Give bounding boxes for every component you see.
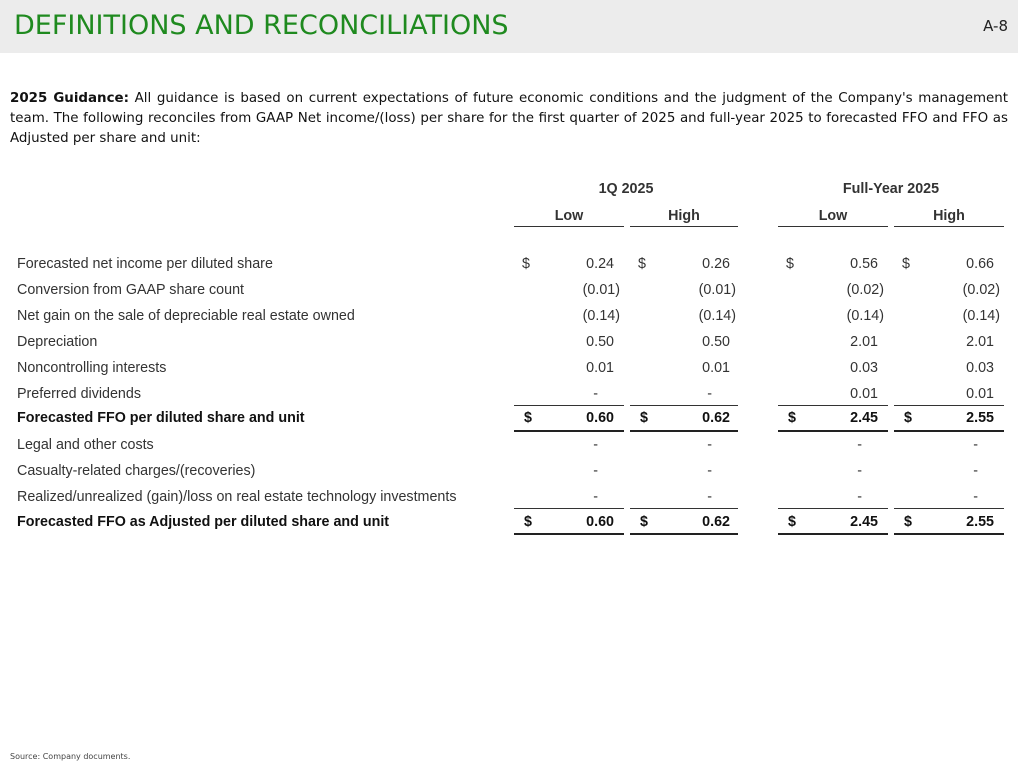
row-label: Depreciation bbox=[17, 334, 98, 350]
row-label: Forecasted net income per diluted share bbox=[17, 256, 273, 272]
subtotal-rule bbox=[514, 508, 624, 509]
value-cell: (0.14) bbox=[698, 308, 736, 324]
column-header-underline bbox=[894, 226, 1004, 227]
value-cell: - bbox=[593, 463, 598, 479]
value-cell: 2.45 bbox=[850, 514, 878, 530]
value-cell: - bbox=[973, 437, 978, 453]
dollar-sign: $ bbox=[788, 514, 796, 530]
dollar-sign: $ bbox=[524, 410, 532, 426]
total-rule bbox=[894, 533, 1004, 535]
value-cell: 0.66 bbox=[966, 256, 994, 272]
value-cell: (0.14) bbox=[962, 308, 1000, 324]
value-cell: (0.14) bbox=[582, 308, 620, 324]
value-cell: - bbox=[707, 386, 712, 402]
row-label: Noncontrolling interests bbox=[17, 360, 167, 376]
subtotal-rule bbox=[630, 405, 738, 406]
group-header-full-year-2025: Full-Year 2025 bbox=[842, 181, 940, 197]
value-cell: 2.55 bbox=[966, 410, 994, 426]
dollar-sign: $ bbox=[524, 514, 532, 530]
value-cell: 0.60 bbox=[586, 410, 614, 426]
dollar-sign: $ bbox=[788, 410, 796, 426]
guidance-lead: 2025 Guidance: bbox=[10, 91, 129, 106]
source-note: Source: Company documents. bbox=[10, 752, 131, 761]
value-cell: 2.01 bbox=[850, 334, 878, 350]
column-header-1q-high: High bbox=[668, 208, 700, 224]
column-header-fy-high: High bbox=[933, 208, 965, 224]
page-title: DEFINITIONS AND RECONCILIATIONS bbox=[14, 10, 509, 41]
value-cell: 0.01 bbox=[966, 386, 994, 402]
dollar-sign: $ bbox=[904, 514, 912, 530]
subtotal-rule bbox=[778, 508, 888, 509]
dollar-sign: $ bbox=[904, 410, 912, 426]
column-header-underline bbox=[630, 226, 738, 227]
total-rule bbox=[514, 430, 624, 432]
column-header-fy-low: Low bbox=[818, 208, 848, 224]
total-rule bbox=[630, 533, 738, 535]
value-cell: - bbox=[707, 463, 712, 479]
value-cell: - bbox=[857, 437, 862, 453]
column-header-1q-low: Low bbox=[554, 208, 584, 224]
dollar-sign: $ bbox=[638, 256, 646, 272]
group-header-1q-2025: 1Q 2025 bbox=[598, 181, 654, 197]
value-cell: 0.50 bbox=[586, 334, 614, 350]
value-cell: 0.56 bbox=[850, 256, 878, 272]
row-label: Casualty-related charges/(recoveries) bbox=[17, 463, 256, 479]
total-rule bbox=[778, 430, 888, 432]
value-cell: 0.60 bbox=[586, 514, 614, 530]
row-label: Conversion from GAAP share count bbox=[17, 282, 245, 298]
row-label-total: Forecasted FFO per diluted share and unit bbox=[17, 410, 305, 426]
value-cell: (0.14) bbox=[846, 308, 884, 324]
value-cell: 0.01 bbox=[850, 386, 878, 402]
subtotal-rule bbox=[894, 405, 1004, 406]
dollar-sign: $ bbox=[786, 256, 794, 272]
value-cell: 0.50 bbox=[702, 334, 730, 350]
value-cell: 0.24 bbox=[586, 256, 614, 272]
value-cell: - bbox=[593, 437, 598, 453]
value-cell: (0.02) bbox=[846, 282, 884, 298]
value-cell: 0.62 bbox=[702, 410, 730, 426]
row-label: Net gain on the sale of depreciable real estate owned bbox=[17, 308, 355, 324]
value-cell: - bbox=[707, 489, 712, 505]
guidance-text: All guidance is based on current expectations of future economic conditions and the judgment of the Company's management team. The following reconciles from GAAP Net income/(loss) per share for the first quarter of 2025 and full-year 2025 to forecasted FFO and FFO as Adjusted per share and unit: bbox=[10, 91, 1009, 146]
subtotal-rule bbox=[514, 405, 624, 406]
value-cell: 0.01 bbox=[586, 360, 614, 376]
dollar-sign: $ bbox=[640, 410, 648, 426]
subtotal-rule bbox=[630, 508, 738, 509]
value-cell: - bbox=[593, 489, 598, 505]
total-rule bbox=[778, 533, 888, 535]
value-cell: 0.03 bbox=[850, 360, 878, 376]
value-cell: - bbox=[973, 489, 978, 505]
row-label-total: Forecasted FFO as Adjusted per diluted share and unit bbox=[17, 514, 390, 530]
value-cell: - bbox=[857, 489, 862, 505]
value-cell: - bbox=[973, 463, 978, 479]
dollar-sign: $ bbox=[902, 256, 910, 272]
dollar-sign: $ bbox=[522, 256, 530, 272]
value-cell: 2.45 bbox=[850, 410, 878, 426]
value-cell: 0.26 bbox=[702, 256, 730, 272]
value-cell: - bbox=[707, 437, 712, 453]
total-rule bbox=[630, 430, 738, 432]
value-cell: (0.02) bbox=[962, 282, 1000, 298]
column-header-underline bbox=[514, 226, 624, 227]
subtotal-rule bbox=[778, 405, 888, 406]
value-cell: (0.01) bbox=[698, 282, 736, 298]
dollar-sign: $ bbox=[640, 514, 648, 530]
row-label: Realized/unrealized (gain)/loss on real estate technology investments bbox=[17, 489, 457, 505]
value-cell: 0.01 bbox=[702, 360, 730, 376]
row-label: Legal and other costs bbox=[17, 437, 154, 453]
column-header-underline bbox=[778, 226, 888, 227]
value-cell: 0.62 bbox=[702, 514, 730, 530]
value-cell: (0.01) bbox=[582, 282, 620, 298]
value-cell: 2.55 bbox=[966, 514, 994, 530]
total-rule bbox=[514, 533, 624, 535]
page-number: A-8 bbox=[983, 17, 1008, 35]
value-cell: - bbox=[593, 386, 598, 402]
value-cell: 2.01 bbox=[966, 334, 994, 350]
value-cell: - bbox=[857, 463, 862, 479]
subtotal-rule bbox=[894, 508, 1004, 509]
value-cell: 0.03 bbox=[966, 360, 994, 376]
row-label: Preferred dividends bbox=[17, 386, 141, 402]
total-rule bbox=[894, 430, 1004, 432]
